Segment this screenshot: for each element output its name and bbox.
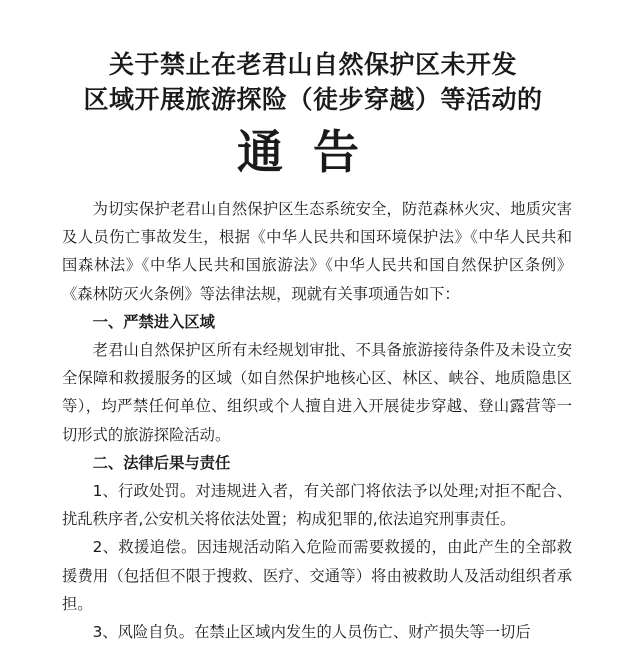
notice-title-line-1: 关于禁止在老君山自然保护区未开发 — [108, 50, 517, 79]
notice-title-line-2: 区域开展旅游探险（徒步穿越）等活动的 — [83, 85, 543, 114]
section-1-heading: 一、严禁进入区域 — [92, 312, 215, 331]
notice-heading: 通告 — [237, 125, 389, 179]
section-2-heading: 二、法律后果与责任 — [92, 453, 231, 472]
section-2-item-1: 1、行政处罚。对违规进入者，有关部门将依法予以处理;对拒不配合、扰乱秩序者,公安机关将依法处置；构成犯罪的,依法追究刑事责任。 — [62, 482, 572, 529]
section-2-item-2: 2、救援追偿。因违规活动陷入危险而需要救援的，由此产生的全部救援费用（包括但不限于搜救、医疗、交通等）将由被救助人及活动组织者承担。 — [62, 538, 572, 613]
intro-paragraph: 为切实保护老君山自然保护区生态系统安全，防范森林火灾、地质灾害及人员伤亡事故发生，根据《中华人民共和国环境保护法》《中华人民共和国森林法》《中华人民共和国旅游法》《中华人民共和国自然保护区条例》《森林防灭火条例》等法律法规，现就有关事项通告如下： — [62, 200, 572, 303]
notice-body — [62, 195, 572, 646]
section-2-item-3: 3、风险自负。在禁止区域内发生的人员伤亡、财产损失等一切后 — [92, 623, 531, 642]
section-1-paragraph: 老君山自然保护区所有未经规划审批、不具备旅游接待条件及未设立安全保障和救援服务的区域（如自然保护地核心区、林区、峡谷、地质隐患区等），均严禁任何单位、组织或个人擅自进入开展徒步穿越、登山露营等一切形式的旅游探险活动。 — [62, 341, 572, 444]
